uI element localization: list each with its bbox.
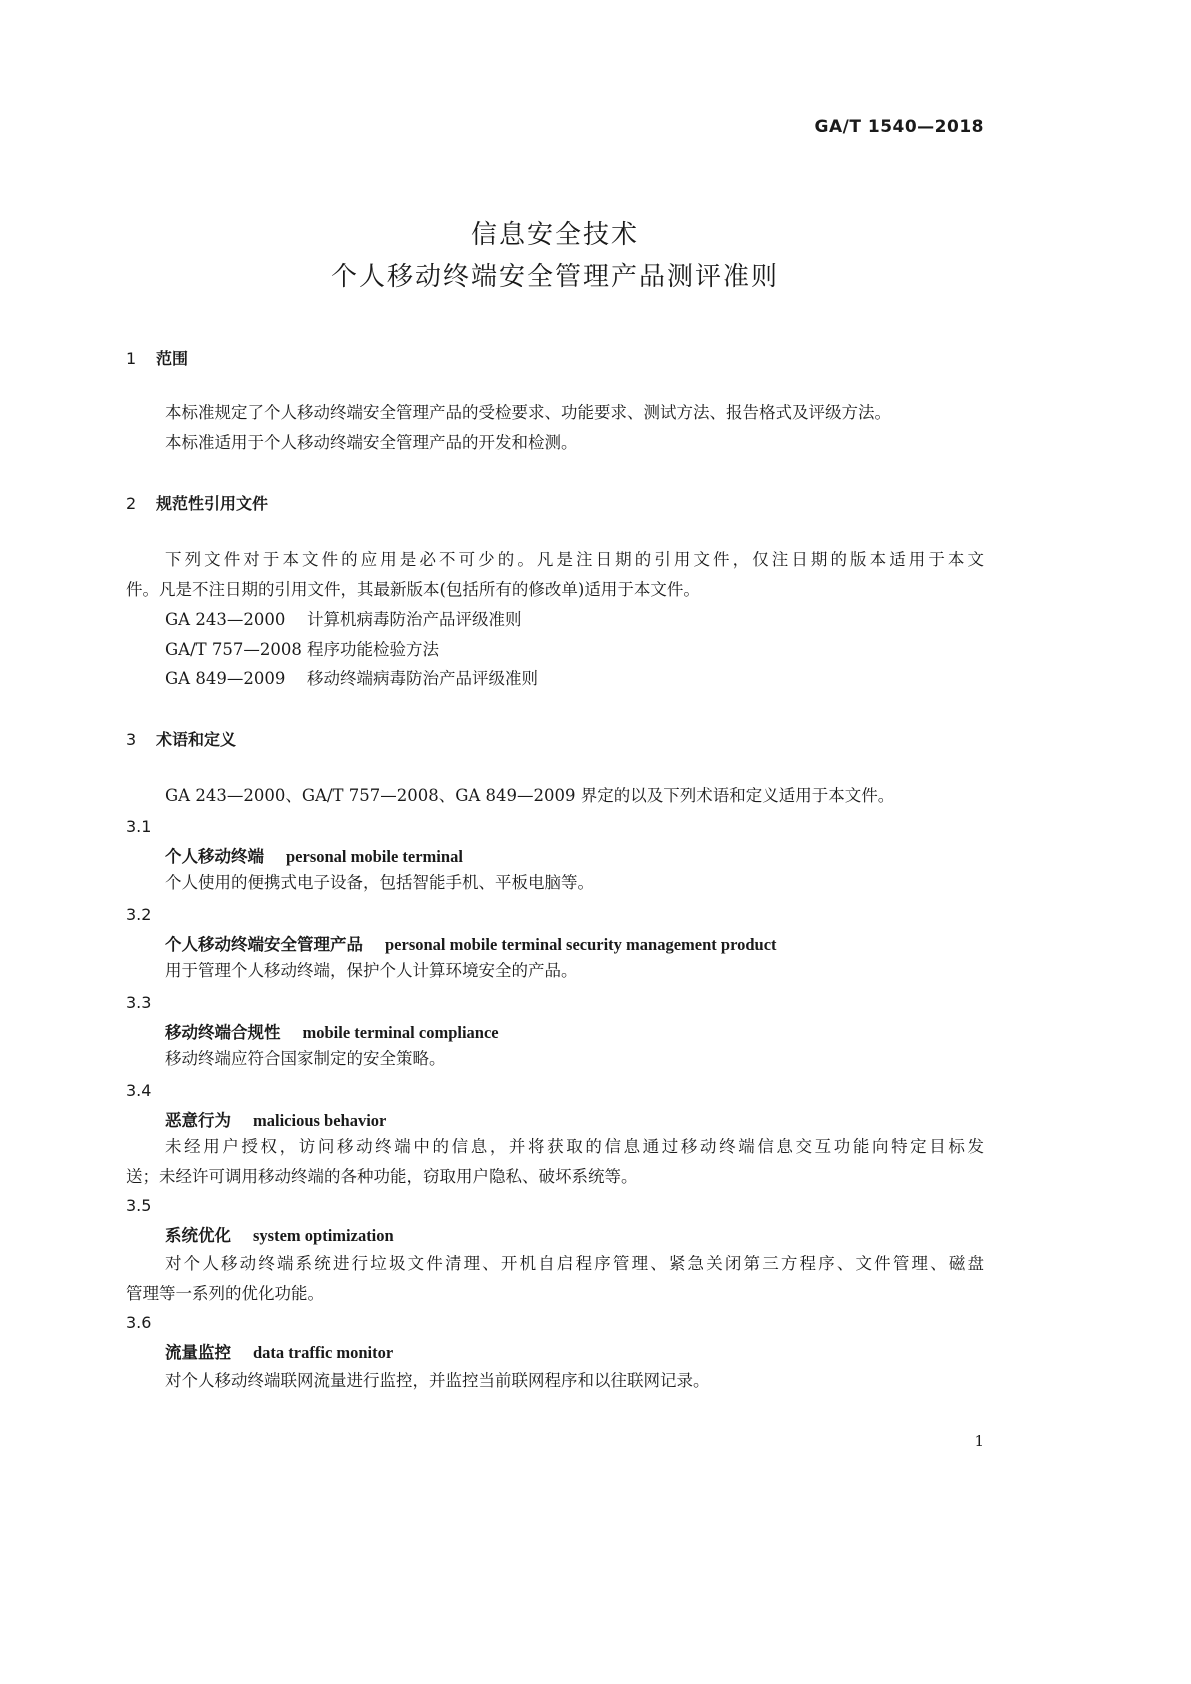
term-name-zh: 流量监控 [165,1343,231,1362]
term-name-en: data traffic monitor [253,1343,394,1362]
section-3-intro: GA 243—2000、GA/T 757—2008、GA 849—2009 界定的以及下列术语和定义适用于本文件。 [165,786,895,805]
term-name-en: mobile terminal compliance [302,1023,499,1042]
document-title-line1: 信息安全技术 [470,220,639,250]
section-2-heading [126,491,268,514]
term-number: 3.4 [126,1081,152,1100]
term-name-zh: 移动终端合规性 [165,1023,281,1042]
reference-code: GA 849—2009 [165,669,286,688]
term-number: 3.3 [126,993,152,1012]
section-number: 3 [126,730,137,749]
section-number: 1 [126,349,137,368]
reference-item [165,605,522,635]
term-name-zh: 个人移动终端安全管理产品 [165,935,363,954]
term-name-en: personal mobile terminal [286,847,463,866]
document-title-line2: 个人移动终端安全管理产品测评准则 [330,262,779,292]
term-definition-line-1: 对个人移动终端系统进行垃圾文件清理、开机自启程序管理、紧急关闭第三方程序、文件管理、磁盘 [165,1254,984,1273]
section-2-intro-line-2: 件。凡是不注日期的引用文件，其最新版本(包括所有的修改单)适用于本文件。 [126,580,700,599]
section-3-heading [126,727,236,750]
term-number: 3.6 [126,1313,152,1332]
section-1-paragraph-1: 本标准规定了个人移动终端安全管理产品的受检要求、功能要求、测试方法、报告格式及评级方法。 [165,403,891,422]
section-1-paragraph-2: 本标准适用于个人移动终端安全管理产品的开发和检测。 [165,433,578,452]
term-number: 3.5 [126,1196,152,1215]
reference-item [165,664,538,694]
page-number: 1 [974,1432,984,1450]
term-number: 3.2 [126,905,152,924]
term-name [165,1107,386,1131]
reference-code: GA 243—2000 [165,610,286,629]
section-number: 2 [126,494,137,513]
reference-title: 移动终端病毒防治产品评级准则 [307,669,538,688]
term-name-zh: 恶意行为 [165,1111,231,1130]
section-title: 规范性引用文件 [156,494,269,513]
reference-title: 计算机病毒防治产品评级准则 [307,610,522,629]
term-definition: 用于管理个人移动终端，保护个人计算环境安全的产品。 [165,961,578,980]
term-name [165,1339,393,1363]
section-title: 范围 [156,349,189,368]
term-name [165,1019,499,1043]
standard-code: GA/T 1540—2018 [814,117,984,137]
reference-code: GA/T 757—2008 [165,640,302,659]
term-definition: 移动终端应符合国家制定的安全策略。 [165,1049,446,1068]
term-name-en: malicious behavior [253,1111,387,1130]
term-name [165,1222,394,1246]
term-name-en: personal mobile terminal security management product [385,935,777,954]
term-definition-line-1: 未经用户授权，访问移动终端中的信息，并将获取的信息通过移动终端信息交互功能向特定目标发 [165,1137,984,1156]
term-name-en: system optimization [253,1226,394,1245]
term-name [165,931,777,955]
section-2-intro-line-1: 下列文件对于本文件的应用是必不可少的。凡是注日期的引用文件，仅注日期的版本适用于本文 [165,550,984,569]
term-definition: 个人使用的便携式电子设备，包括智能手机、平板电脑等。 [165,873,594,892]
term-name-zh: 个人移动终端 [165,847,264,866]
section-title: 术语和定义 [156,730,237,749]
reference-title: 程序功能检验方法 [307,640,439,659]
term-definition-line-2: 送；未经许可调用移动终端的各种功能，窃取用户隐私、破坏系统等。 [126,1167,638,1186]
section-1-heading [126,346,188,369]
reference-item [165,635,439,665]
term-definition-line-2: 管理等一系列的优化功能。 [126,1284,324,1303]
term-number: 3.1 [126,817,152,836]
term-name [165,843,463,867]
term-definition: 对个人移动终端联网流量进行监控，并监控当前联网程序和以往联网记录。 [165,1371,710,1390]
term-name-zh: 系统优化 [165,1226,231,1245]
